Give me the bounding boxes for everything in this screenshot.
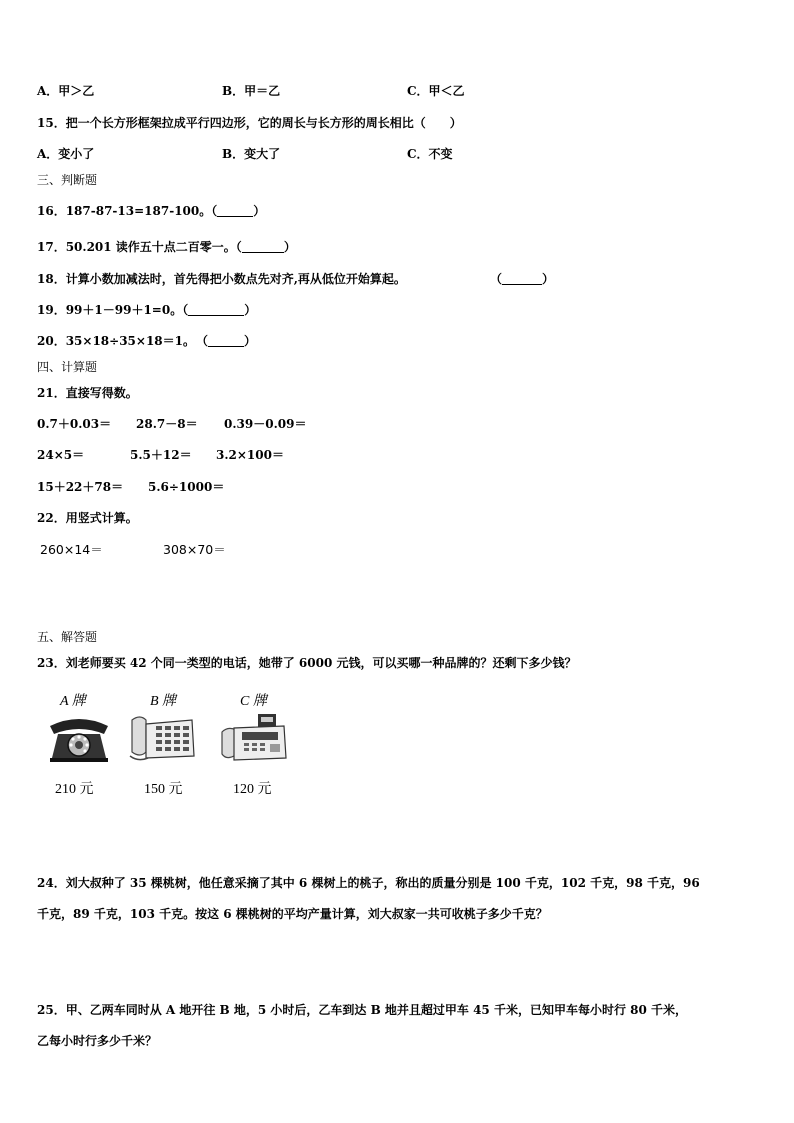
section-judgement-heading: 三、判断题 [37,173,98,187]
section-calculation-heading: 四、计算题 [37,360,98,374]
q21-text: 21．直接写得数。 [37,386,138,400]
rotary-phone-icon [44,712,114,764]
q25-line1: 25．甲、乙两车同时从 A 地开往 B 地，5 小时后，乙车到达 B 地并且超过甲车 45 千米，已知甲车每小时行 80 千米， [37,1003,688,1017]
q19-label: 19．99＋1－99＋1=0。（ [37,303,189,317]
q18-answer-blank[interactable] [502,272,542,285]
q16-label: 16．187-87-13=187-100。（ [37,204,218,218]
q16-close: ） [253,204,266,218]
brand-b-price: 150 元 [144,782,183,797]
q15-option-b: B．变大了 [222,147,281,161]
q21-item: 0.7＋0.03＝ [37,417,112,431]
q18-open: （ [490,272,503,286]
q20-answer-blank[interactable] [208,334,244,347]
q18-answer [490,271,554,287]
q23-text: 23．刘老师要买 42 个同一类型的电话，她带了 6000 元钱，可以买哪一种品牌的？还剩下多少钱？ [37,656,577,670]
q21-item: 5.5＋12＝ [130,448,192,462]
q21-item: 0.39－0.09＝ [224,417,307,431]
section-answer-heading: 五、解答题 [37,630,98,644]
fax-phone-icon [218,712,290,766]
q22-text: 22．用竖式计算。 [37,511,138,525]
q16-answer-blank[interactable] [217,204,253,217]
q21-item: 5.6÷1000＝ [148,480,225,494]
brand-a-label: A 牌 [60,694,86,709]
q15-text: 15．把一个长方形框架拉成平行四边形，它的周长与长方形的周长相比（ ） [37,116,462,130]
q21-item: 3.2×100＝ [216,448,284,462]
q15-option-c: C．不变 [407,147,453,161]
q21-item: 24×5＝ [37,448,85,462]
q19-close: ） [244,303,257,317]
q20-text: 20．35×18÷35×18＝1。 [37,334,196,348]
q20-close: ） [244,334,257,348]
brand-c-price: 120 元 [233,782,272,797]
q24-line1: 24．刘大叔种了 35 棵桃树，他任意采摘了其中 6 棵树上的桃子，称出的质量分别是 100 千克，102 千克，98 千克，96 [37,876,700,890]
q20-answer [196,333,256,349]
q22-item: 308×70＝ [163,542,226,557]
brand-b-label: B 牌 [150,694,177,709]
q18-close: ） [542,272,555,286]
q21-item: 15＋22＋78＝ [37,480,124,494]
brand-a-price: 210 元 [55,782,94,797]
q20-open: （ [196,334,209,348]
q21-item: 28.7－8＝ [136,417,198,431]
q14-option-a: A．甲＞乙 [37,84,95,98]
q14-option-c: C．甲＜乙 [407,84,465,98]
q25-line2: 乙每小时行多少千米？ [37,1034,158,1048]
q17-answer-blank[interactable] [242,240,284,253]
push-button-phone-icon [128,712,198,764]
q18-text: 18．计算小数加减法时，首先得把小数点先对齐,再从低位开始算起。 [37,272,406,286]
q16-text [37,203,265,219]
brand-c-label: C 牌 [240,694,267,709]
q24-line2: 千克，89 千克，103 千克。按这 6 棵桃树的平均产量计算，刘大叔家一共可收桃子多少千克？ [37,907,548,921]
q17-text [37,239,296,255]
q14-option-b: B．甲＝乙 [222,84,281,98]
q17-label: 17．50.201 读作五十点二百零一。（ [37,240,242,254]
q17-close: ） [283,240,296,254]
q19-answer-blank[interactable] [188,303,244,316]
q22-item: 260×14＝ [40,542,103,557]
q19-text [37,302,256,318]
q15-option-a: A．变小了 [37,147,95,161]
